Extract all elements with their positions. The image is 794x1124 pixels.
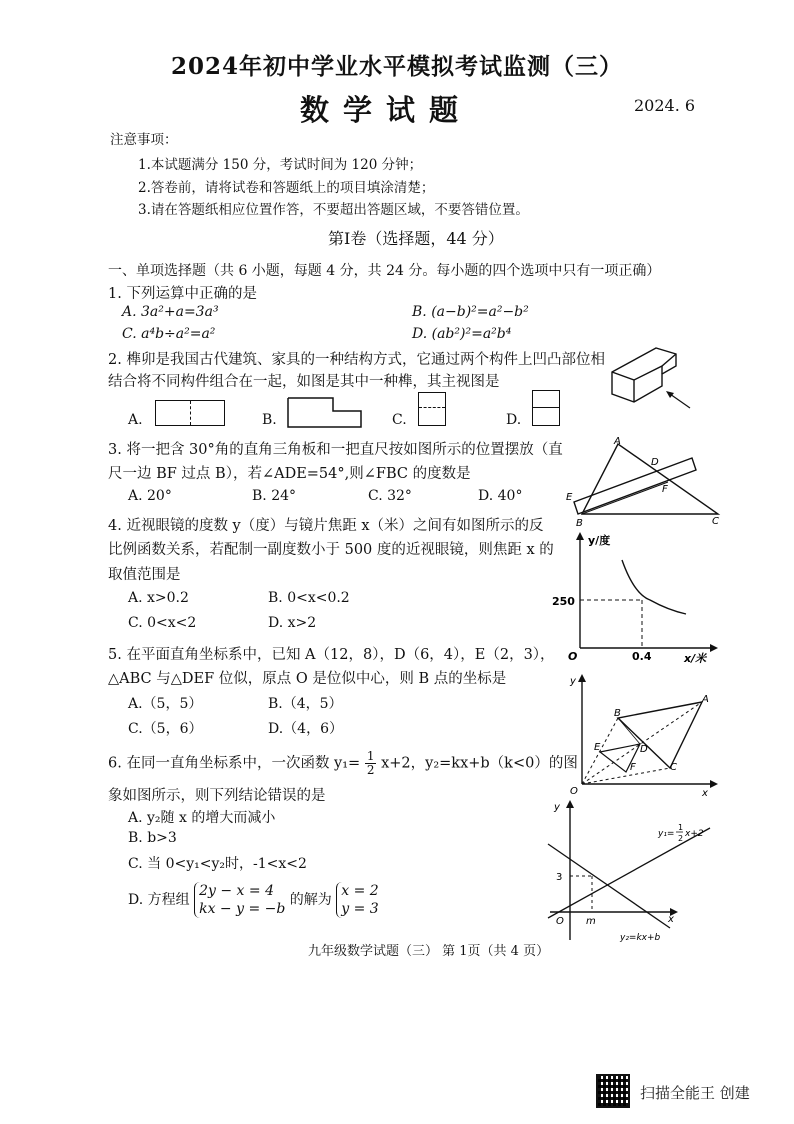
point-e: E [594,742,601,753]
label-y2: y₂=kx+b [620,933,661,943]
axis-label-x: x/米 [684,652,707,664]
notice-item: 1.本试题满分 150 分，考试时间为 120 分钟； [138,157,423,173]
question-2-line: 2. 榫卯是我国古代建筑、家具的一种结构方式，它通过两个构件上凹凸部位相 [108,352,605,368]
label-y1-den: 2 [678,834,684,843]
question-4-line: 取值范围是 [108,567,181,583]
exam-date: 2024. 6 [634,96,696,115]
question-4-line: 4. 近视眼镜的度数 y（度）与镜片焦距 x（米）之间有如图所示的反 [108,518,544,534]
tick-3: 3 [556,872,563,883]
point-f: F [630,762,636,773]
q2-option-a: A. [128,412,143,428]
section-heading: 一、单项选择题（共 6 小题，每题 4 分，共 24 分。每小题的四个选项中只有一项正确） [108,263,661,279]
q2-b-view [287,397,363,429]
origin-label: O [568,650,578,663]
notice-item: 2.答卷前，请将试卷和答题纸上的项目填涂清楚； [138,180,435,196]
q2-option-b: B. [262,412,277,428]
point-b: B [614,708,621,719]
q2-option-d: D. [506,412,522,428]
triangle-ruler-figure [560,432,730,528]
axis-x: x [702,788,708,798]
label-a: A [614,436,621,447]
q4-option-b: B. 0<x<0.2 [268,590,350,606]
q3-option-b: B. 24° [252,488,297,504]
label-y1-num: 1 [678,823,684,832]
label-e: E [566,492,573,503]
solution-system [336,882,378,918]
q1-option-a: A. 3a²+a=3a³ [122,304,219,320]
tick-250: 250 [552,595,575,608]
q6-option-a: A. y₂随 x 的增大而减小 [128,810,276,826]
similar-triangles-figure [562,672,722,798]
axis-y: y [554,802,560,813]
label-y1: y₁= [658,829,675,839]
q5-option-d: D.（4，6） [268,721,343,737]
q1-option-c: C. a⁴b÷a²=a² [122,326,216,342]
origin-o: O [556,916,564,927]
q2-a-view [155,400,225,426]
q3-option-c: C. 32° [368,488,412,504]
q6-option-b: B. b>3 [128,830,177,846]
question-5-line: 5. 在平面直角坐标系中，已知 A（12，8），D（6，4），E（2，3）， [108,647,555,663]
question-5-line: △ABC 与△DEF 位似，原点 O 是位似中心，则 B 点的坐标是 [108,671,507,687]
point-c: C [670,762,677,773]
q6-option-d [128,882,379,918]
question-3-line: 3. 将一把含 30°角的直角三角板和一把直尺按如图所示的位置摆放（直 [108,442,563,458]
q6-option-c: C. 当 0<y₁<y₂时，-1<x<2 [128,856,307,872]
fraction-numerator: 1 [366,749,375,763]
q6-d-mid: 的解为 [289,892,332,908]
axis-y: y [570,676,576,687]
q2-d-view [532,390,560,426]
linear-functions-graph [540,800,730,946]
q2-option-c: C. [392,412,407,428]
point-m: m [586,916,596,927]
inverse-function-graph [550,530,720,664]
q6-text-b: x+2，y₂=kx+b（k<0）的图 [381,755,578,772]
scanner-watermark: 扫描全能王 创建 [640,1084,750,1102]
q2-c-view [418,392,446,426]
q3-option-a: A. 20° [128,488,172,504]
axis-label-y: y/度 [588,534,611,547]
solution-y: y = 3 [341,901,379,917]
q3-option-d: D. 40° [478,488,523,504]
equation-system [194,882,285,918]
question-2-line: 结合将不同构件组合在一起，如图是其中一种榫，其主视图是 [108,374,500,390]
tick-0-4: 0.4 [632,650,652,663]
question-6-line: 象如图所示，则下列结论错误的是 [108,788,326,804]
equation-2: kx − y = −b [199,901,286,917]
subject-title: 数学试题 [300,93,473,127]
q1-option-d: D. (ab²)²=a²b⁴ [412,326,512,342]
q4-option-c: C. 0<x<2 [128,615,197,631]
axis-x: x [668,914,674,925]
fraction-denominator: 2 [366,763,375,777]
label-d: D [651,457,659,468]
part-title: 第Ⅰ卷（选择题，44 分） [328,229,504,248]
point-d: D [640,744,648,755]
qr-code-icon [596,1074,630,1108]
solution-x: x = 2 [341,883,379,899]
q5-option-b: B.（4，5） [268,696,343,712]
exam-title: 2024年初中学业水平模拟考试监测（三） [170,53,623,80]
label-y1-tail: x+2 [685,829,704,839]
origin-o: O [570,786,578,797]
tenon-figure [604,336,696,416]
q5-option-c: C.（5，6） [128,721,203,737]
q4-option-d: D. x>2 [268,615,317,631]
label-b: B [576,518,583,528]
notice-heading: 注意事项： [110,132,178,148]
q4-option-a: A. x>0.2 [128,590,189,606]
q6-text-a: 6. 在同一直角坐标系中，一次函数 y₁= [108,755,361,772]
question-1-stem: 1. 下列运算中正确的是 [108,286,257,302]
page-footer: 九年级数学试题（三） 第 1页（共 4 页） [308,944,550,959]
q6-d-prefix: D. 方程组 [128,892,190,908]
equation-1: 2y − x = 4 [199,883,274,899]
q5-option-a: A.（5，5） [128,696,203,712]
label-f: F [662,484,668,495]
question-4-line: 比例函数关系，若配制一副度数小于 500 度的近视眼镜，则焦距 x 的 [108,542,554,558]
notice-item: 3.请在答题纸相应位置作答，不要超出答题区域，不要答错位置。 [138,202,529,218]
point-a: A [702,694,709,705]
q6-fraction [365,750,377,777]
label-c: C [712,516,719,527]
question-3-line: 尺一边 BF 过点 B），若∠ADE=54°,则∠FBC 的度数是 [108,466,471,482]
q1-option-b: B. (a−b)²=a²−b² [412,304,529,320]
question-6-line [108,750,578,777]
